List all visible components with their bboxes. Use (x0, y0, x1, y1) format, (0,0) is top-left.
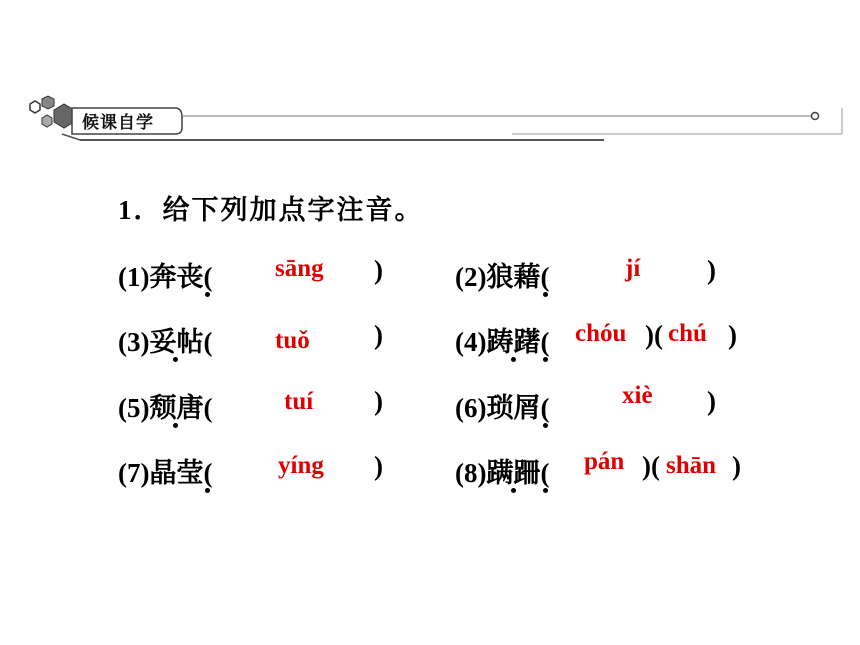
answer: tuǒ (275, 327, 310, 354)
item-4 (455, 320, 549, 359)
section-banner (0, 0, 860, 150)
close-paren: ) (707, 255, 716, 285)
item-label: (3)妥帖( (118, 327, 213, 357)
answer: chóu (575, 320, 627, 347)
emphasis-dot (511, 488, 516, 493)
item-label: (5)颓唐( (118, 393, 213, 423)
paren-separator: )( (642, 451, 660, 481)
close-paren: ) (374, 320, 383, 350)
answer: jí (625, 255, 641, 282)
question-text: 1．给下列加点字注音。 (118, 195, 424, 225)
emphasis-dot (543, 357, 548, 362)
answer: tuí (284, 388, 314, 415)
close-paren: ) (374, 255, 383, 285)
emphasis-dot (543, 292, 548, 297)
answer: chú (668, 320, 707, 347)
emphasis-dot (173, 357, 178, 362)
item-label: (6)琐屑( (455, 393, 550, 423)
close-paren: ) (374, 386, 383, 416)
close-paren: ) (374, 451, 383, 481)
answer: sāng (275, 255, 324, 282)
answer: pán (584, 448, 625, 475)
answer: shān (666, 452, 717, 479)
item-label: (8)蹒跚( (455, 458, 550, 488)
answer: xiè (622, 382, 653, 409)
close-paren: ) (728, 320, 737, 350)
emphasis-dot (205, 292, 210, 297)
item-label: (4)踌躇( (455, 327, 550, 357)
emphasis-dot (173, 423, 178, 428)
answer: yíng (278, 452, 324, 479)
item-label: (7)晶莹( (118, 458, 213, 488)
item-8 (455, 451, 549, 490)
item-label: (2)狼藉( (455, 262, 550, 292)
item-label: (1)奔丧( (118, 262, 213, 292)
emphasis-dot (205, 488, 210, 493)
close-paren: ) (707, 386, 716, 416)
emphasis-dot (543, 423, 548, 428)
close-paren: ) (732, 451, 741, 481)
emphasis-dot (511, 357, 516, 362)
section-title: 候课自学 (82, 113, 154, 133)
emphasis-dot (543, 488, 548, 493)
paren-separator: )( (645, 320, 663, 350)
